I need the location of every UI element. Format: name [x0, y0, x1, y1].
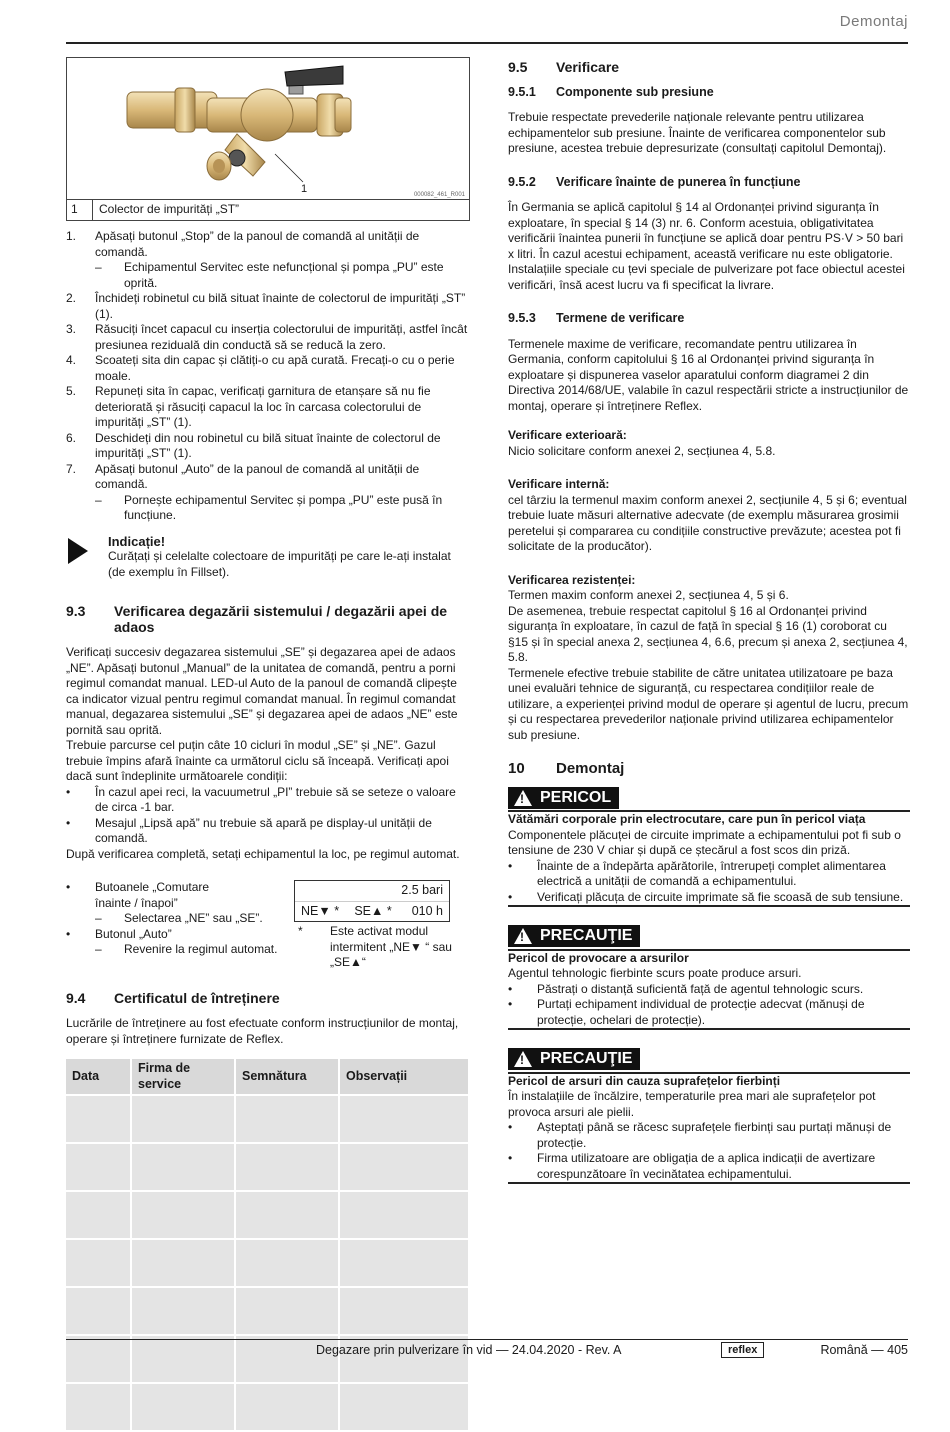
- display-se: SE▲ *: [354, 903, 392, 918]
- warning-triangle-icon: !: [514, 1051, 532, 1067]
- table-cell[interactable]: [66, 1240, 130, 1286]
- warning-bullet-text: Firma utilizatoare are obligația de a aplica indicații de avertizare corespunzătoare în vecinătatea echipamentului.: [537, 1151, 876, 1181]
- subsection-title: Termene de verificare: [556, 311, 685, 325]
- s93-bullet: • În cazul apei reci, la vacuumetrul „PI” trebuie să se seteze o valoare de circa -1 bar.: [66, 785, 470, 816]
- warning-heading: Vătămări corporale prin electrocutare, care pun în pericol viața: [508, 812, 866, 826]
- table-cell[interactable]: [132, 1240, 234, 1286]
- table-row: [66, 1144, 468, 1190]
- control-sub-text: Revenire la regimul automat.: [124, 942, 278, 956]
- maintenance-table: [64, 1057, 470, 1432]
- note-heading: Indicație!: [108, 533, 166, 549]
- section-title: Verificarea degazării sistemului / degazării apei de adaos: [114, 603, 448, 635]
- step-result: – Pornește echipamentul Servitec și pompa „PU” este pusă în funcțiune.: [66, 493, 470, 524]
- step-text: Apăsați butonul „Stop” de la panoul de comandă al unității de comandă.: [95, 229, 420, 259]
- section-title: Verificare: [556, 59, 620, 75]
- footer-document-title: Degazare prin pulverizare în vid — 24.04.2020 - Rev. A: [316, 1343, 622, 1357]
- table-cell[interactable]: [66, 1096, 130, 1142]
- step-number: 6.: [66, 430, 77, 445]
- step-item: [66, 229, 470, 260]
- table-header-row: [66, 1059, 468, 1094]
- display-ne: NE▼ *: [301, 903, 340, 918]
- subsection-title: Verificare înainte de punerea în funcțiune: [556, 174, 801, 189]
- table-cell[interactable]: [340, 1192, 468, 1238]
- display-pressure: 2.5 bari: [295, 881, 449, 902]
- section-9-4-heading: [66, 991, 470, 1007]
- section-9-5-heading: [508, 60, 910, 76]
- s93-paragraph-1: Verificați succesiv degazarea sistemului „SE” și degazarea apei de adaos „NE”. Apăsați butonul „Manual” de la unitatea de comandă, pentru a porni regimul comandat manual. LED-ul Auto de la panoul de comandă clipește ca indicator vizual pentru regimul comandat manual. În regimul comandat manual, degazarea sistemului „SE” și degazarea apei de adaos „NE” este pornită sau oprită.: [66, 645, 458, 737]
- warning-bullet-text: Verificați plăcuța de circuite imprimate să fie scoasă de sub tensiune.: [537, 889, 904, 904]
- caption-text: Colector de impurități „ST”: [99, 202, 240, 216]
- table-cell[interactable]: [132, 1336, 234, 1382]
- table-cell[interactable]: [132, 1288, 234, 1334]
- step-number: 5.: [66, 384, 77, 398]
- control-sub: – Selectarea „NE” sau „SE”.: [95, 911, 263, 925]
- subsection-number: 9.5.3: [508, 311, 536, 325]
- warning-block: [508, 787, 910, 908]
- warning-bullet-text: Înainte de a îndepărta apărătorile, întrerupeți complet alimentarea electrică a unității de comandă a echipamentului.: [537, 858, 886, 888]
- section-number: 10: [508, 760, 525, 777]
- table-cell[interactable]: [236, 1288, 338, 1334]
- step-number: 7.: [66, 461, 77, 476]
- display-panel: [294, 880, 452, 971]
- control-bullet-text: Butonul „Auto”: [95, 926, 172, 941]
- s952-text: În Germania se aplică capitolul § 14 al Ordonanței privind siguranța în exploatare, în special § 14 (3) nr. 6. Conform acestuia, obligativitatea verificării înaintea punerii în funcțiune se aplică doar pentru PS·V > 50 bari x litri. În cazul acestui echipament, această verificare nu este obligatorie. Instalațiile speciale cu țevi speciale de pulverizare pot face obiectul acestei verificări, însă acest lucru va fi specificat la livrare.: [508, 200, 905, 292]
- s93-bullet-text: Mesajul „Lipsă apă” nu trebuie să apară pe display-ul unității de comandă.: [95, 815, 432, 845]
- s93-paragraph-2: Trebuie parcurse cel puțin câte 10 cicluri în modul „SE” și „NE”. Gazul trebuie împins afară înainte ca următorul ciclu să înceapă. Verificați apoi dacă sunt îndeplinite următoarele condiții:: [66, 738, 449, 783]
- step-result-text: Pornește echipamentul Servitec și pompa „PU” este pusă în funcțiune.: [124, 492, 443, 522]
- warning-text: Componentele plăcuței de circuite imprimate a echipamentului pot fi sub o tensiune de 230 V chiar și după ce ștecărul a fost scos din priză.: [508, 827, 901, 857]
- subsection-title: Componente sub presiune: [556, 84, 714, 99]
- table-cell[interactable]: [132, 1384, 234, 1430]
- section-title: Certificatul de întreținere: [114, 989, 280, 1006]
- warning-triangle-icon: !: [514, 790, 532, 806]
- step-text: Apăsați butonul „Auto” de la panoul de comandă al unității de comandă.: [95, 461, 420, 491]
- warning-bullet: • Purtați echipament individual de protecție adecvat (mănuși de protecție, ochelari de protecție).: [508, 997, 910, 1028]
- cleaning-steps: [66, 229, 470, 524]
- strength-check-text-1: Termen maxim conform anexei 2, secțiunea 4, 5 și 6.: [508, 588, 789, 602]
- warning-bullet-text: Păstrați o distanță suficientă față de agentul tehnologic scurs.: [537, 981, 864, 996]
- table-cell[interactable]: [340, 1096, 468, 1142]
- step-text: Repuneți sita în capac, verificați garnitura de etanșare să nu fie deteriorată și răsuciți capacul la loc în carcasa colectorului de impurități „ST” (1).: [95, 384, 431, 429]
- section-title: Demontaj: [556, 760, 625, 777]
- note-text: Curățați și celelalte colectoare de impurități pe care le-ați instalat (de exemplu în Fillset).: [108, 549, 451, 579]
- step-text: Deschideți din nou robinetul cu bilă situat înainte de colectorul de impurități „ST” (1).: [95, 430, 441, 460]
- section-number: 9.3: [66, 603, 86, 619]
- table-row: [66, 1288, 468, 1334]
- step-item: [66, 353, 470, 384]
- s951-text: Trebuie respectate prevederile naționale relevante pentru utilizarea echipamentelor sub presiune. Înainte de verificarea componentelor sub presiune, acestea trebuie depresurizate (consultați capitolul Demontaj).: [508, 110, 887, 155]
- warning-text: Agentul tehnologic fierbinte scurs poate produce arsuri.: [508, 966, 802, 980]
- control-bullet: • Butoanele „Comutare înainte / înapoi”: [66, 880, 294, 911]
- table-cell[interactable]: [66, 1336, 130, 1382]
- warning-text: În instalațiile de încălzire, temperaturile prea mari ale suprafețelor pot provoca arsuri ale pielii.: [508, 1089, 876, 1119]
- control-sub-text: Selectarea „NE” sau „SE”.: [124, 911, 263, 925]
- step-item: [66, 291, 470, 322]
- table-row: [66, 1384, 468, 1430]
- step-item: [66, 431, 470, 462]
- warning-content: [508, 810, 910, 907]
- left-column: [66, 57, 470, 1432]
- subsection-number: 9.5.1: [508, 84, 536, 99]
- control-bullet-text: Butoanele „Comutare înainte / înapoi”: [95, 880, 210, 910]
- dirt-collector-figure: [66, 57, 470, 200]
- subsection-number: 9.5.2: [508, 174, 536, 189]
- table-cell[interactable]: [236, 1240, 338, 1286]
- external-check-heading: Verificare exterioară:: [508, 428, 627, 442]
- header-rule: [66, 42, 908, 44]
- table-cell[interactable]: [66, 1384, 130, 1430]
- controls-list: [66, 880, 294, 971]
- legend-star: *: [298, 924, 303, 938]
- warning-badge: [508, 925, 640, 947]
- table-row: [66, 1096, 468, 1142]
- col-date: Data: [66, 1059, 130, 1094]
- control-sub: – Revenire la regimul automat.: [95, 942, 278, 956]
- warning-badge: [508, 787, 619, 809]
- step-number: 3.: [66, 322, 77, 336]
- control-bullet: • Butonul „Auto”: [66, 926, 172, 941]
- warnings-container: [508, 787, 910, 1185]
- display-legend: [294, 924, 452, 971]
- section-10-heading: [508, 761, 910, 777]
- note-arrow-icon: [68, 538, 88, 564]
- right-column: [508, 60, 910, 1184]
- col-service-company: Firma de service: [132, 1059, 234, 1094]
- warning-badge-label: PRECAUŢIE: [540, 1050, 633, 1068]
- warning-bullet: • Păstrați o distanță suficientă față de agentul tehnologic scurs.: [508, 981, 864, 996]
- controls-block: [66, 880, 470, 971]
- table-cell[interactable]: [340, 1144, 468, 1190]
- figure-image-code: 000082_461_R001: [413, 192, 465, 198]
- table-cell[interactable]: [236, 1192, 338, 1238]
- display-row: [295, 902, 449, 922]
- s93-paragraph-3: După verificarea completă, setați echipamentul la loc, pe regimul automat.: [66, 846, 460, 861]
- col-signature: Semnătura: [236, 1059, 338, 1094]
- step-text: Scoateți sita din capac și clătiți-o cu apă curată. Frecați-o cu o perie moale.: [95, 353, 455, 383]
- section-9-5-1-heading: [508, 85, 910, 101]
- figure-callout-number: 1: [301, 183, 308, 195]
- table-cell[interactable]: [340, 1384, 468, 1430]
- reflex-logo: reflex: [721, 1342, 764, 1358]
- section-9-5-3-heading: [508, 311, 910, 327]
- warning-bullet-text: Așteptați până se răcesc suprafețele fierbinți sau purtați mănuși de protecție.: [537, 1120, 892, 1150]
- display-time: 010 h: [411, 903, 443, 918]
- s94-text: Lucrările de întreținere au fost efectuate conform instrucțiunilor de montaj, operare și întreținere furnizate de Reflex.: [66, 1016, 459, 1046]
- table-cell[interactable]: [132, 1192, 234, 1238]
- warning-heading: Pericol de arsuri din cauza suprafețelor fierbinți: [508, 1073, 781, 1088]
- warning-heading: Pericol de provocare a arsurilor: [508, 950, 689, 965]
- col-observations: Observații: [340, 1059, 468, 1094]
- s93-bullet-text: În cazul apei reci, la vacuumetrul „PI” trebuie să se seteze o valoare de circa -1 bar.: [95, 784, 456, 814]
- warning-block: [508, 925, 910, 1030]
- warning-bullet: • Așteptați până se răcesc suprafețele fierbinți sau purtați mănuși de protecție.: [508, 1120, 910, 1151]
- strength-check-heading: Verificarea rezistenței:: [508, 572, 636, 587]
- step-result: – Echipamentul Servitec este nefuncțional și pompa „PU” este oprită.: [66, 260, 470, 291]
- warning-content: [508, 949, 910, 1031]
- caption-number: 1: [67, 200, 93, 220]
- table-cell[interactable]: [236, 1096, 338, 1142]
- warning-block: [508, 1048, 910, 1184]
- step-item: [66, 462, 470, 493]
- table-cell[interactable]: [236, 1144, 338, 1190]
- step-item: [66, 384, 470, 431]
- step-result-text: Echipamentul Servitec este nefuncțional și pompa „PU” este oprită.: [124, 260, 444, 290]
- table-cell[interactable]: [66, 1288, 130, 1334]
- legend-text: Este activat modul intermitent „NE▼ “ sau „SE▲“: [330, 924, 452, 969]
- warning-content: [508, 1072, 910, 1185]
- footer-page-number: Română — 405: [820, 1343, 908, 1357]
- section-9-5-2-heading: [508, 175, 910, 191]
- step-number: 4.: [66, 353, 77, 367]
- s953-text: Termenele maxime de verificare, recomandate pentru utilizarea în Germania, conform capitolului § 16 al Ordonanței privind siguranța în exploatare și dispunerea vaselor aparatului conform diagramei 2 din Directiva 2014/68/UE, valabile în cazul respectării stricte a instrucțiunilor de montaj, operare și întreținere Reflex.: [508, 336, 909, 413]
- dirt-collector-illustration: [67, 58, 469, 199]
- table-row: [66, 1192, 468, 1238]
- warning-badge-label: PRECAUŢIE: [540, 927, 633, 945]
- step-number: 2.: [66, 291, 77, 305]
- table-cell[interactable]: [236, 1384, 338, 1430]
- step-text: Închideți robinetul cu bilă situat înainte de colectorul de impurități „ST” (1).: [95, 291, 466, 321]
- warning-triangle-icon: !: [514, 928, 532, 944]
- warning-bullet: • Înainte de a îndepărta apărătorile, întrerupeți complet alimentarea electrică a unității de comandă a echipamentului.: [508, 859, 910, 890]
- warning-bullet: • Verificați plăcuța de circuite imprimate să fie scoasă de sub tensiune.: [508, 889, 904, 904]
- table-cell[interactable]: [66, 1144, 130, 1190]
- table-cell[interactable]: [340, 1288, 468, 1334]
- warning-bullet: • Firma utilizatoare are obligația de a aplica indicații de avertizare corespunzătoare în vecinătatea echipamentului.: [508, 1151, 910, 1182]
- warning-bullet-text: Purtați echipament individual de protecție adecvat (mănuși de protecție, ochelari de protecție).: [537, 997, 865, 1027]
- s93-bullet: • Mesajul „Lipsă apă” nu trebuie să apară pe display-ul unității de comandă.: [66, 816, 470, 847]
- controller-display: [294, 880, 450, 922]
- warning-badge-label: PERICOL: [540, 788, 612, 806]
- section-number: 9.5: [508, 59, 528, 75]
- figure-caption: [66, 200, 470, 221]
- step-number: 1.: [66, 229, 77, 243]
- internal-check-text: cel târziu la termenul maxim conform anexei 2, secțiunile 4, 5 și 6; eventual trebuie luate măsuri alternative adecvate (de exemplu măsurarea grosimii peretelui și compararea cu condițiile constructive prevăzute; acestea pot fi solicitate de la producător).: [508, 492, 907, 553]
- strength-check-text-3: Termenele efective trebuie stabilite de către unitatea utilizatoare pe baza unei evaluări tehnice de siguranță, cu respectarea condițiilor reale de utilizare, a experienței privind modul de operare și agentul de lucru, precum și cu respectarea prevederilor naționale privind utilizarea echipamentelor sub presiune.: [508, 665, 909, 742]
- step-item: [66, 322, 470, 353]
- section-number: 9.4: [66, 989, 86, 1006]
- table-cell[interactable]: [132, 1096, 234, 1142]
- step-text: Răsuciți încet capacul cu inserția colectorului de impurități, astfel încât presiunea reziduală din conductă să se reducă la zero.: [95, 322, 468, 352]
- table-cell[interactable]: [132, 1144, 234, 1190]
- external-check-text: Nicio solicitare conform anexei 2, secțiunea 4, 5.8.: [508, 443, 776, 458]
- footer-rule: [66, 1339, 908, 1340]
- table-cell[interactable]: [66, 1192, 130, 1238]
- section-9-3-heading: [66, 604, 470, 635]
- strength-check-text-2: De asemenea, trebuie respectat capitolul § 16 al Ordonanței privind siguranța în exploatare, în cazul de față în special § 16 (1) coroborat cu §15 și în special anexa 2, secțiunea 4, 6.6, precum și anexa 2, secțiunea 4, 5.8.: [508, 603, 908, 664]
- warning-badge: [508, 1048, 640, 1070]
- table-cell[interactable]: [340, 1240, 468, 1286]
- internal-check-heading: Verificare internă:: [508, 477, 610, 491]
- running-header: Demontaj: [839, 13, 908, 30]
- table-row: [66, 1240, 468, 1286]
- hint-note: [66, 534, 470, 581]
